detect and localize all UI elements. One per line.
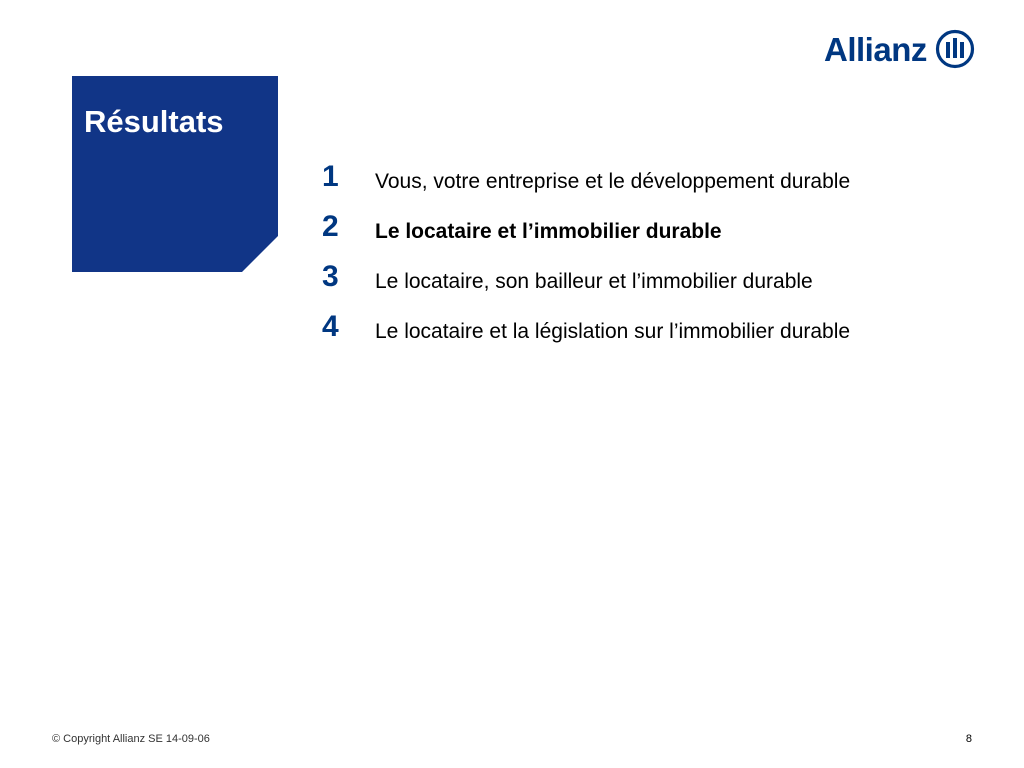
- agenda-number: 2: [322, 210, 339, 243]
- agenda-label: Le locataire et la législation sur l’immobilier durable: [375, 320, 851, 343]
- agenda-number: 3: [322, 260, 339, 293]
- allianz-logo: [824, 28, 975, 70]
- agenda-number: 4: [322, 310, 339, 343]
- slide-title: Résultats: [84, 104, 224, 139]
- agenda-number: 1: [322, 160, 339, 193]
- footer-copyright: © Copyright Allianz SE 14-09-06: [52, 733, 210, 745]
- agenda-item-4: [318, 312, 998, 362]
- agenda-item-2: [318, 212, 998, 262]
- title-block: [72, 76, 278, 272]
- agenda-list: [318, 162, 998, 362]
- agenda-label: Le locataire, son bailleur et l’immobilier durable: [375, 270, 813, 293]
- page-number: 8: [965, 733, 972, 745]
- agenda-item-1: [318, 162, 998, 212]
- agenda-label-active: Le locataire et l’immobilier durable: [375, 220, 722, 243]
- agenda-item-3: [318, 262, 998, 312]
- logo-wordmark: Allianz: [824, 30, 927, 68]
- allianz-eagle-icon: [935, 29, 975, 69]
- agenda-label: Vous, votre entreprise et le développement durable: [375, 170, 851, 193]
